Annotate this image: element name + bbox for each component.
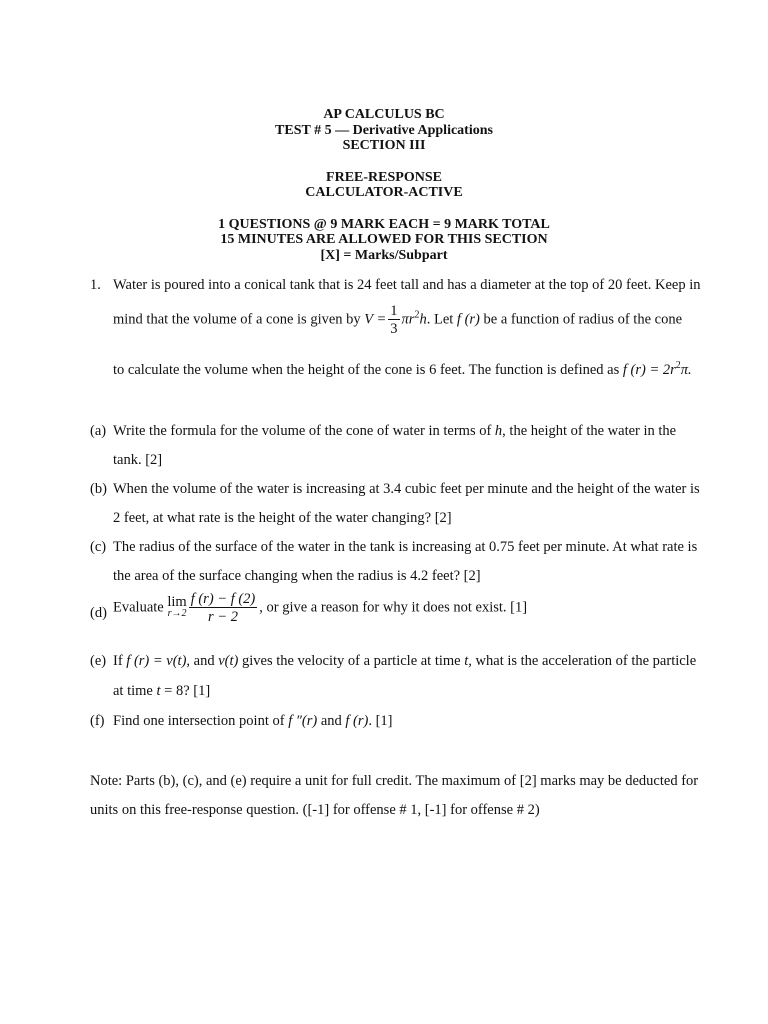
question-count: 1 QUESTIONS @ 9 MARK EACH = 9 MARK TOTAL [218,216,550,232]
part-label: (a) [90,423,107,439]
course-title: AP CALCULUS BC [323,107,445,122]
one-third-fraction: $\frac{1}{3}$ [390,303,398,337]
test-header [0,107,768,263]
question-line-3: to calculate the volume when the height of the cone is 6 feet. The function is defined as f $(r) = 2r^2\pi$. [113,360,692,378]
document-page: AP CALCULUS BC TEST # 5 — Derivative Applications SECTION III FREE-RESPONSE CALCULATOR-ACTIVE 1 QUESTIONS @ 9 MARK EACH = 9 MARK TOTAL 15 MINUTES ARE ALLOWED FOR THIS SECTION [X] = Marks/Subpart 1. Water is poured into a conical tank that is 24 feet tall and has a diameter at the top of 20 feet. Keep in mind that the volume of a cone is given by V = $\frac{1}{3}$ $\pi r^2h$. Let f (r) be a function of radius of the cone to calculate the volume when the height of the cone is 6 feet. The function is defined as f $(r) = 2r^2\pi$. (a) Write the formula for the volume of the cone of water in terms of h, the height of the water in the tank. [2] (b) When the volume of the water is increasing at 3.4 cubic feet per minute and the height of the water is 2 feet, at what rate is the height of the water changing? [2] (c) The radius of the surface of the water in the tank is increasing at 0.75 feet per minute. At what rate is the area of the surface changing when the radius is 4.2 feet? [2] (d) Evaluate lim r→2 $\frac{f (r) - f (2)}{r - 2}$ , or give a reason for why it does not exist. [1] (e) If f (r) = v(t), and v(t) gives the velocity of a particle at time t, what is the acceleration of the particle at time t = 8? [1] (f) Find one intersection point of f ″(r) and f (r). [1] Note: Parts (b), (c), and (e) require a unit for full credit. The maximum of [2] marks may be deducted for units on this free-response question. ([-1] for offense # 1, [-1] for offense # 2) [0,0,768,1024]
part-label: (e) [90,653,107,669]
marks-legend: [X] = Marks/Subpart [320,247,448,263]
question-number: 1. [90,277,101,293]
limit-operator: lim r→2 [167,594,187,619]
calculator-policy: CALCULATOR-ACTIVE [305,185,463,200]
note-line-2: units on this free-response question. ([-1] for offense # 1, [-1] for offense # 2) [90,802,540,818]
function-definition: f (r) = 2r [622,362,676,378]
part-label: (f) [90,713,105,729]
test-title: TEST # 5 — Derivative Applications [275,122,493,138]
question-line-2: mind that the volume of a cone is given by V = $\frac{1}{3}$ $\pi r^2h$. Let f (r) be a function of radius of the cone [113,303,683,337]
time-allowed: 15 MINUTES ARE ALLOWED FOR THIS SECTION [220,232,548,247]
part-label: (d) [90,605,107,621]
response-type: FREE-RESPONSE [326,169,442,185]
part-label: (b) [90,481,107,497]
volume-formula: V = [364,311,387,328]
section-title: SECTION III [342,138,426,153]
part-label: (c) [90,539,107,555]
difference-quotient: $\frac{f (r) - f (2)}{r - 2}$ [190,591,256,625]
note-line-1: Note: Parts (b), (c), and (e) require a unit for full credit. The maximum of [2] marks may be deducted for [90,773,699,789]
question-line-1: Water is poured into a conical tank that is 24 feet tall and has a diameter at the top of 20 feet. Keep in [113,277,701,293]
function-f-of-r: f (r) [456,311,480,328]
